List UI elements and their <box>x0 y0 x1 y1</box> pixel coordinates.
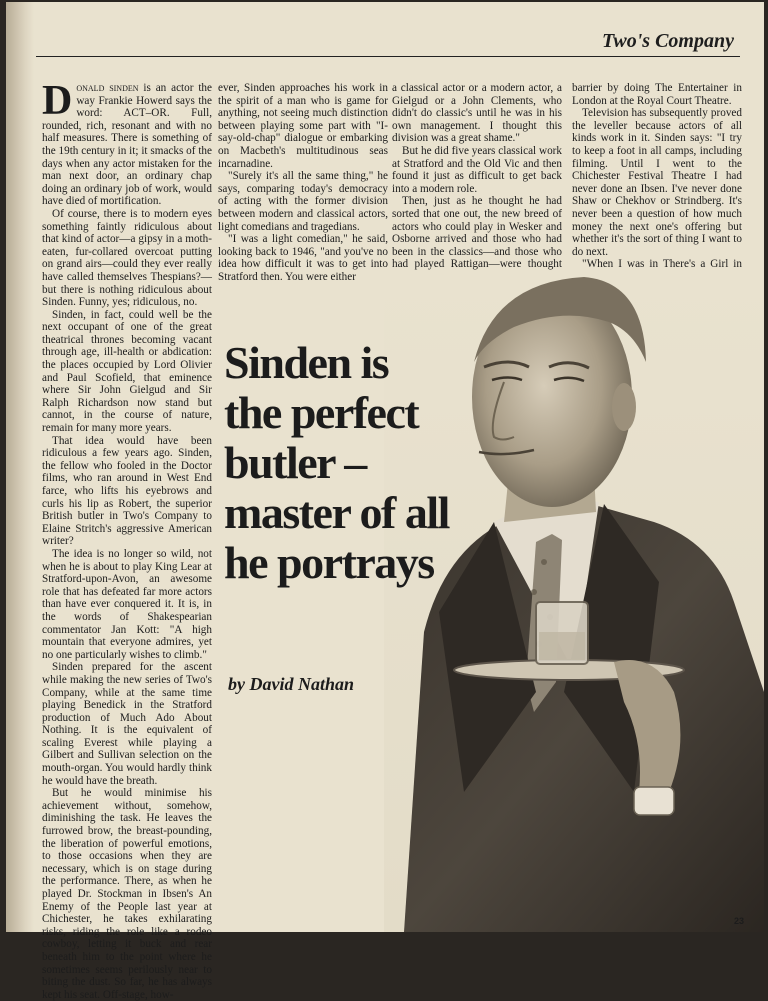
article-byline: by David Nathan <box>228 674 354 694</box>
article-paragraph: "I was a light comedian," he said, looking back to 1946, "and you've no idea how difficult it was to get into Stratford then. You were either <box>218 233 388 283</box>
article-paragraph: barrier by doing The Entertainer in London at the Royal Court Theatre. <box>572 82 742 107</box>
article-paragraph: a classical actor or a modern actor, a Gielgud or a John Clements, who didn't do classic's until he was in his own management. I thought this division was a great shame." <box>392 82 562 145</box>
article-paragraph: That idea would have been ridiculous a few years ago. Sinden, the fellow who fooled in the Doctor films, who ran around in West End farce, who lifts his eyebrows and curls his lip as Robert, the superior British butler in Two's Company to Elaine Stritch's aggressive American writer? <box>42 434 212 548</box>
drop-cap: D <box>42 78 73 124</box>
header-rule <box>36 56 740 57</box>
article-paragraph: Of course, there is to modern eyes something faintly ridiculous about that kind of actor—a gipsy in a moth-eaten, fur-collared overcoat putting on grand airs—could they ever really have called themselves Thespians?—but there is nothing ridiculous about Sinden. Funny, yes; ridiculous, no. <box>42 207 212 309</box>
article-paragraph: Television has subsequently proved the leveller because actors of all kinds work in it. Sinden says: "I try to keep a foot in all camps, including filming. Until I went to the Chichester Festival Theatre I had never done an Ibsen. I've never done Shaw or Chekhov or Strindberg. It's never been a question of how much money the next one's offering but whether it's the sort of thing I want to do next. <box>572 107 742 258</box>
article-column-3 <box>392 82 562 296</box>
lead-smallcaps: onald sinden <box>76 82 139 94</box>
magazine-page <box>6 2 764 1001</box>
article-column-4 <box>572 82 742 296</box>
article-column-1 <box>42 78 212 1001</box>
article-paragraph: "Surely it's all the same thing," he says, comparing today's democracy of acting with the former division between modern and classical actors, light comedians and tragedians. <box>218 170 388 233</box>
article-column-2 <box>218 82 388 284</box>
article-paragraph: "When I was in There's a Girl in <box>582 258 742 271</box>
section-header: Two's Company <box>601 30 734 52</box>
article-paragraph <box>42 78 212 208</box>
article-paragraph: Then, just as he thought he had sorted that one out, the new breed of actors who could play in Wesker and Osborne arrived and those who had been in the classics—and those who had played Rattigan—were thought <box>392 195 562 271</box>
article-paragraph: The idea is no longer so wild, not when he is about to play King Lear at Stratford-upon-Avon, an awesome role that has defeated far more actors than have ever conquered it. It is, in the words of Shakespearian commentator Jan Kott: "A high mountain that everyone admires, yet no one particularly wishes to climb." <box>42 547 212 661</box>
page-number: 23 <box>733 916 744 926</box>
article-paragraph: Sinden prepared for the ascent while making the new series of Two's Company, while at the same time playing Benedick in the Stratford production of Much Ado About Nothing. It is the equivalent of scaling Everest while playing a Gilbert and Sullivan selection on the mouth-organ. You would hardly think he would have the breath. <box>42 661 212 787</box>
article-headline: Sinden is the perfect butler – master of all he portrays <box>224 337 449 588</box>
lead-text: is an actor the way Frankie Howerd says the word: ACT–OR. Full, rounded, rich, resonant and with no half measures. There is something of the 19th century in it; it smacks of the days when any actor mistaken for the man next door, an ordinary chap doing an ordinary job of work, would have died of mortification. <box>42 82 212 208</box>
article-paragraph: Sinden, in fact, could well be the next occupant of one of the great theatrical thrones becoming vacant through age, ill-health or abdication: the places occupied by Lord Olivier and Paul Scofield, that eminence where Sir John Gielgud and Sir Ralph Richardson now stand but cannot, in the course of nature, remain for many more years. <box>42 308 212 435</box>
article-paragraph: But he did five years classical work at Stratford and the Old Vic and then found it just as difficult to get back into a modern role. <box>392 144 562 195</box>
article-paragraph: But he would minimise his achievement without, somehow, diminishing the task. He leaves the furrowed brow, the breast-pounding, the liberation of powerful emotions, to those occasions when they are necessary, which is on stage during the performance. There, as when he played Dr. Stockman in Ibsen's An Enemy of the People last year at Chichester, he takes exhilarating risks, riding the role like a rodeo cowboy, letting it buck and rear beneath him to the point where he sometimes seems perilously near to biting the dust. So far, he has always kept his seat. Off-stage, how- <box>42 787 212 1001</box>
article-paragraph: ever, Sinden approaches his work in the spirit of a man who is game for anything, not seeing much distinction between playing some part with "I-say-old-chap" dialogue or embarking on Macbeth's multitudinous seas incarnadine. <box>218 82 388 170</box>
page-spine-shadow <box>6 2 34 932</box>
